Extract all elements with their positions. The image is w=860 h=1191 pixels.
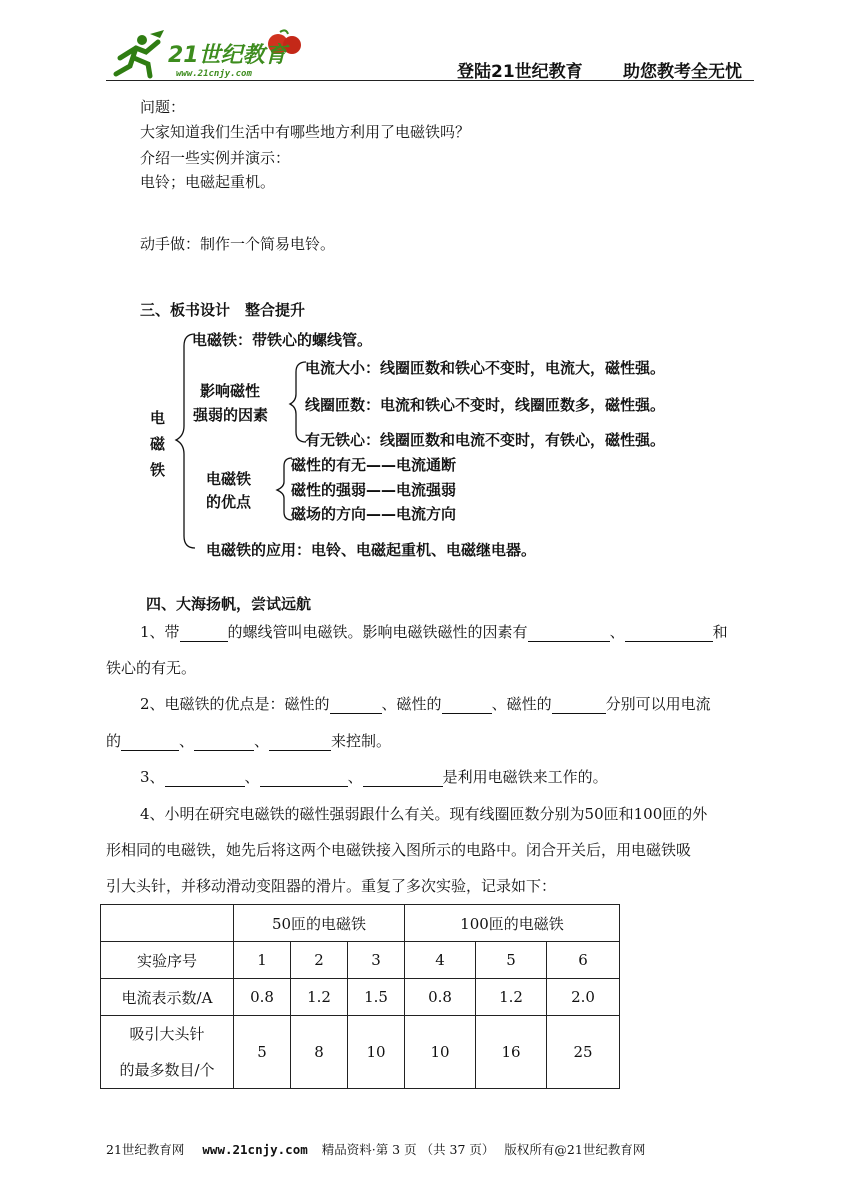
answer-blank[interactable]: [552, 697, 606, 714]
footer-site-url[interactable]: www.21cnjy.com: [202, 1142, 308, 1157]
table-group-header: 100匝的电磁铁: [405, 905, 620, 942]
question-2-line-2: [106, 731, 391, 751]
answer-blank[interactable]: [528, 625, 610, 642]
table-row: [101, 1016, 620, 1089]
table-cell: 8: [291, 1016, 348, 1089]
intro-line-3: 介绍一些实例并演示：: [140, 149, 291, 167]
table-cell: 16: [476, 1016, 547, 1089]
factors-label-2: 强弱的因素: [193, 406, 269, 424]
answer-blank[interactable]: [194, 734, 254, 751]
table-cell: 4: [405, 942, 476, 979]
q3-text: 、: [244, 768, 260, 786]
q1-text: 、: [609, 623, 625, 641]
question-4-line-1: 4、小明在研究电磁铁的磁性强弱跟什么有关。现有线圈匝数分别为50匝和100匝的外: [140, 805, 708, 823]
mindmap-root-char: 铁: [150, 461, 166, 479]
table-cell: 1: [234, 942, 291, 979]
header-slogan-2: 助您教考全无忧: [623, 62, 742, 82]
table-cell: 6: [547, 942, 620, 979]
table-row-label-line: 吸引大头针: [129, 1025, 205, 1043]
table-cell: 0.8: [234, 979, 291, 1016]
q2-text: 、磁性的: [491, 695, 552, 713]
footer-copyright: 版权所有@21世纪教育网: [504, 1142, 646, 1157]
q1-text: 的螺线管叫电磁铁。影响电磁铁磁性的因素有: [227, 623, 528, 641]
q3-text: 是利用电磁铁来工作的。: [442, 768, 608, 786]
answer-blank[interactable]: [625, 625, 713, 642]
table-cell: [101, 905, 234, 942]
question-4-line-2: 形相同的电磁铁，她先后将这两个电磁铁接入图所示的电路中。闭合开关后，用电磁铁吸: [106, 841, 692, 859]
factor-item: 线圈匝数：电流和铁心不变时，线圈匝数多，磁性强。: [305, 396, 666, 414]
q2-text: 、: [254, 732, 270, 750]
intro-line-1: 问题：: [140, 98, 186, 116]
intro-line-2: 大家知道我们生活中有哪些地方利用了电磁铁吗？: [140, 123, 471, 141]
answer-blank[interactable]: [165, 770, 245, 787]
mindmap-application: 电磁铁的应用：电铃、电磁起重机、电磁继电器。: [206, 541, 537, 559]
q2-text: 、: [179, 732, 195, 750]
table-cell: 25: [547, 1016, 620, 1089]
intro-line-4: 电铃；电磁起重机。: [140, 173, 276, 191]
factors-brace: [290, 362, 306, 442]
question-3: [140, 767, 608, 787]
table-row: [101, 905, 620, 942]
table-cell: 10: [405, 1016, 476, 1089]
page-footer: [106, 1140, 645, 1158]
mindmap-root-char: 磁: [150, 435, 166, 453]
mindmap-root-char: 电: [150, 409, 166, 427]
answer-blank[interactable]: [180, 625, 228, 642]
table-cell: 5: [476, 942, 547, 979]
question-2: [140, 694, 711, 714]
answer-blank[interactable]: [260, 770, 348, 787]
advantage-item: 磁场的方向——电流方向: [291, 505, 457, 523]
footer-site-name: 21世纪教育网: [106, 1142, 185, 1157]
section-4-title: 四、大海扬帆，尝试远航: [146, 595, 312, 613]
q3-text: 、: [347, 768, 363, 786]
q2-text: 来控制。: [331, 732, 392, 750]
intro-line-5: 动手做：制作一个简易电铃。: [140, 235, 336, 253]
q1-continuation: 铁心的有无。: [106, 659, 197, 677]
table-row: [101, 979, 620, 1016]
advantages-label-2: 的优点: [206, 493, 252, 511]
section-3-title: 三、板书设计 整合提升: [140, 301, 306, 319]
answer-blank[interactable]: [363, 770, 443, 787]
table-cell: 1.2: [476, 979, 547, 1016]
question-1: [140, 622, 728, 642]
table-row-label: 电流表示数/A: [101, 979, 234, 1016]
advantage-item: 磁性的强弱——电流强弱: [291, 481, 457, 499]
table-row-label-line: 的最多数目/个: [119, 1061, 215, 1079]
table-row-label: 实验序号: [101, 942, 234, 979]
table-row-label: [101, 1016, 234, 1089]
table-cell: 5: [234, 1016, 291, 1089]
answer-blank[interactable]: [121, 734, 179, 751]
factor-item: 有无铁心：线圈匝数和电流不变时，有铁心，磁性强。: [305, 431, 666, 449]
main-brace: [176, 334, 195, 548]
logo-url: www.21cnjy.com: [176, 69, 252, 79]
answer-blank[interactable]: [269, 734, 331, 751]
q3-text: 3、: [140, 768, 165, 786]
question-4-line-3: 引大头针，并移动滑动变阻器的滑片。重复了多次实验，记录如下：: [106, 877, 557, 895]
factors-label-1: 影响磁性: [200, 382, 261, 400]
mindmap-definition: 电磁铁：带铁心的螺线管。: [192, 331, 373, 349]
experiment-table: [100, 904, 620, 1089]
q1-text: 1、带: [140, 623, 180, 641]
table-cell: 2: [291, 942, 348, 979]
logo-text: 21世纪教育: [168, 43, 287, 68]
q1-text: 和: [712, 623, 728, 641]
footer-page-info: 精品资料·第 3 页 （共 37 页）: [321, 1142, 495, 1157]
table-cell: 1.2: [291, 979, 348, 1016]
q2-text: 、磁性的: [381, 695, 442, 713]
table-row: [101, 942, 620, 979]
advantages-label-1: 电磁铁: [206, 470, 252, 488]
table-group-header: 50匝的电磁铁: [234, 905, 405, 942]
advantages-brace: [277, 458, 292, 520]
q2-text: 2、电磁铁的优点是：磁性的: [140, 695, 330, 713]
advantage-item: 磁性的有无——电流通断: [291, 456, 457, 474]
table-cell: 1.5: [348, 979, 405, 1016]
factor-item: 电流大小：线圈匝数和铁心不变时，电流大，磁性强。: [305, 359, 666, 377]
answer-blank[interactable]: [442, 697, 492, 714]
table-cell: 2.0: [547, 979, 620, 1016]
table-cell: 3: [348, 942, 405, 979]
table-cell: 10: [348, 1016, 405, 1089]
header-slogan-1: 登陆21世纪教育: [457, 62, 583, 82]
answer-blank[interactable]: [330, 697, 382, 714]
table-cell: 0.8: [405, 979, 476, 1016]
q2-text: 的: [106, 732, 122, 750]
q2-text: 分别可以用电流: [605, 695, 711, 713]
